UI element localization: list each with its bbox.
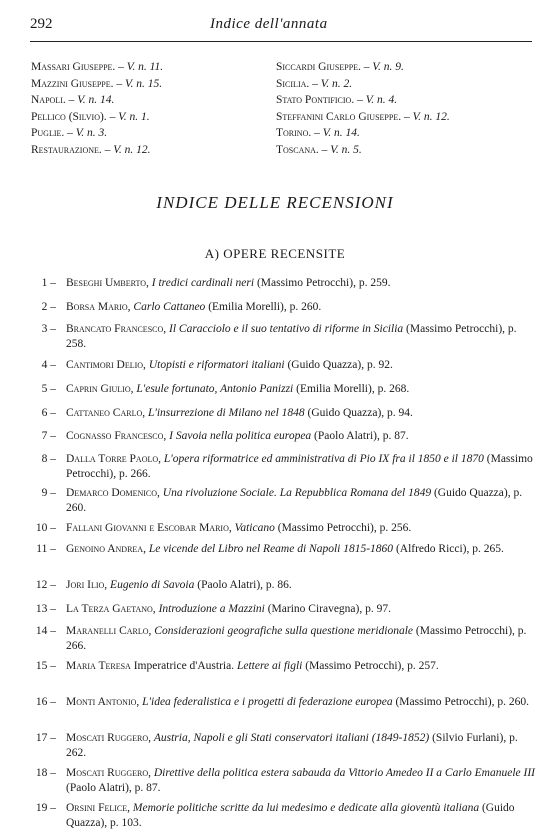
review-author: Maria Teresa — [66, 660, 131, 672]
page-header — [30, 16, 532, 38]
review-number: 7 – — [41, 430, 56, 442]
review-title: Austria, Napoli e gli Stati conservatori italiani (1849-1852) — [153, 732, 430, 744]
index-entry-ref: – V. n. 14. — [314, 127, 360, 139]
review-author: Brancato Francesco, — [66, 323, 167, 335]
index-entry-name: Puglie. — [31, 127, 65, 139]
index-column-right — [276, 59, 531, 158]
index-entry — [31, 125, 271, 142]
review-reference: (Paolo Alatri), p. 87. — [66, 782, 161, 794]
index-entry-ref: – V. n. 15. — [116, 77, 163, 90]
review-author: Beseghi Umberto, — [66, 277, 149, 289]
review-reference: (Paolo Alatri), p. 86. — [197, 579, 292, 591]
review-reference: (Silvio Furlani), p. 262. — [66, 732, 518, 759]
review-title: L'esule fortunato, Antonio Panizzi — [136, 383, 294, 395]
review-reference: (Paolo Alatri), p. 87. — [314, 430, 409, 442]
review-reference: (Emilia Morelli), p. 268. — [296, 383, 410, 395]
review-title: Una rivoluzione Sociale. La Repubblica Romana del 1849 — [162, 487, 432, 499]
review-title: I tredici cardinali neri — [151, 277, 255, 289]
index-entry — [31, 142, 271, 159]
review-title: L'idea federalistica e i progetti di federazione europea — [142, 696, 393, 708]
index-entry — [276, 125, 531, 142]
review-author: Jori Ilio, — [66, 579, 108, 591]
review-number: 2 – — [41, 301, 56, 313]
review-author: Moscati Ruggero, — [66, 732, 151, 744]
running-head: Indice dell'annata — [210, 16, 328, 32]
review-number: 15 – — [35, 660, 56, 672]
index-entry — [276, 59, 531, 76]
index-entry-name: Torino. — [276, 127, 312, 139]
review-number: 1 – — [41, 277, 56, 289]
review-author: Monti Antonio, — [66, 696, 140, 708]
review-title: Il Caracciolo e il suo tentativo di riforme in Sicilia — [169, 323, 404, 335]
review-number: 14 – — [35, 625, 56, 637]
review-number: 5 – — [41, 383, 56, 395]
review-title: Memorie politiche scritte da lui medesimo e dedicate alla gioventù italiana — [132, 802, 480, 814]
review-title: L'opera riformatrice ed amministrativa di Pio IX fra il 1850 e il 1870 — [163, 453, 484, 465]
review-reference: (Guido Quazza), p. 260. — [66, 487, 523, 514]
review-author: Dalla Torre Paolo, — [66, 453, 162, 465]
review-reference: (Massimo Petrocchi), p. 258. — [66, 323, 517, 350]
review-title: Carlo Cattaneo — [133, 301, 206, 313]
review-number: 16 – — [35, 696, 56, 708]
review-number: 8 – — [41, 453, 56, 465]
review-reference: (Massimo Petrocchi), p. 257. — [305, 660, 439, 672]
review-number: 13 – — [35, 603, 56, 615]
section-title: INDICE DELLE RECENSIONI — [156, 193, 394, 212]
header-rule — [30, 41, 532, 42]
index-entry-name: Stato Pontificio. — [276, 94, 355, 106]
index-entry — [31, 92, 271, 109]
review-reference: (Massimo Petrocchi), p. 266. — [66, 453, 533, 480]
index-entry-name: Toscana. — [276, 143, 319, 156]
review-title-prefix: Imperatrice d'Austria. — [133, 660, 235, 672]
review-number: 19 – — [35, 802, 56, 814]
index-entry-ref: – V. n. 5. — [321, 143, 362, 156]
index-entry — [31, 59, 271, 76]
index-entry — [31, 109, 271, 126]
review-number: 12 – — [35, 579, 56, 591]
index-entry-ref: – V. n. 12. — [104, 143, 151, 156]
index-entry — [31, 76, 271, 93]
review-number: 6 – — [41, 407, 56, 419]
review-reference: (Massimo Petrocchi), p. 266. — [66, 625, 527, 652]
review-title: L'insurrezione di Milano nel 1848 — [148, 407, 305, 419]
review-number: 10 – — [35, 522, 56, 534]
index-entry-ref: – V. n. 11. — [118, 61, 164, 73]
index-entry-name: Sicilia. — [276, 77, 310, 90]
index-entry-ref: – V. n. 3. — [67, 127, 108, 139]
review-title: I Savoia nella politica europea — [169, 430, 312, 442]
review-reference: (Massimo Petrocchi), p. 259. — [256, 277, 391, 289]
index-entry-name: Siccardi Giuseppe. — [276, 61, 361, 73]
index-entry-ref: – V. n. 12. — [403, 110, 450, 123]
review-title: Utopisti e riformatori italiani — [148, 359, 285, 371]
review-number: 3 – — [41, 323, 56, 335]
review-author: Cognasso Francesco, — [66, 430, 167, 442]
review-author: La Terza Gaetano, — [66, 603, 156, 615]
index-entry — [276, 109, 531, 126]
index-entry — [276, 92, 531, 109]
review-author: Orsini Felice, — [66, 802, 131, 814]
index-entry-name: Pellico (Silvio). — [31, 110, 107, 123]
review-author: Cattaneo Carlo, — [66, 407, 146, 419]
review-title: Considerazioni geografiche sulla questione meridionale — [154, 625, 414, 637]
index-entry-ref: – V. n. 14. — [68, 94, 115, 106]
review-title: Direttive della politica estera sabauda da Vittorio Amedeo II a Carlo Emanuele III — [153, 767, 535, 779]
review-title: Vaticano — [234, 522, 275, 534]
review-reference: (Marino Ciravegna), p. 97. — [267, 603, 391, 615]
review-author: Maranelli Carlo, — [66, 625, 152, 637]
review-author: Cantimori Delio, — [66, 359, 146, 371]
review-number: 11 – — [36, 543, 56, 555]
index-entry-name: Restaurazione. — [31, 143, 102, 156]
review-author: Fallani Giovanni e Escobar Mario, — [66, 522, 232, 534]
review-author: Moscati Ruggero, — [66, 767, 151, 779]
review-author: Demarco Domenico, — [66, 487, 160, 499]
index-entry-name: Napoli. — [31, 94, 66, 106]
index-column-left — [31, 59, 271, 158]
review-reference: (Massimo Petrocchi), p. 260. — [395, 696, 529, 708]
index-entry-ref: – V. n. 1. — [109, 110, 150, 123]
review-author: Caprin Giulio, — [66, 383, 134, 395]
index-entry-ref: – V. n. 4. — [357, 94, 398, 106]
review-number: 17 – — [35, 732, 56, 744]
review-number: 4 – — [41, 359, 56, 371]
review-title: Introduzione a Mazzini — [158, 603, 265, 615]
review-reference: (Massimo Petrocchi), p. 256. — [277, 522, 412, 534]
index-entry-name: Steffanini Carlo Giuseppe. — [276, 110, 402, 123]
review-author: Genoino Andrea, — [66, 543, 146, 555]
review-reference: (Emilia Morelli), p. 260. — [208, 301, 322, 313]
index-entry — [276, 142, 531, 159]
subsection-title: A) OPERE RECENSITE — [204, 246, 346, 261]
index-entry-name: Massari Giuseppe. — [31, 61, 116, 73]
index-entry — [276, 76, 531, 93]
index-entry-name: Mazzini Giuseppe. — [31, 77, 114, 90]
review-reference: (Guido Quazza), p. 94. — [307, 407, 413, 419]
review-author: Borsa Mario, — [66, 301, 131, 313]
index-entry-ref: – V. n. 2. — [312, 77, 353, 90]
review-title: Eugenio di Savoia — [110, 579, 195, 591]
review-title: Le vicende del Libro nel Reame di Napoli 1815-1860 — [148, 543, 394, 555]
review-reference: (Alfredo Ricci), p. 265. — [395, 543, 504, 555]
review-number: 9 – — [41, 487, 56, 499]
review-reference: (Guido Quazza), p. 103. — [66, 802, 515, 829]
page-number: 292 — [30, 16, 53, 32]
review-title: Lettere ai figli — [236, 660, 303, 672]
review-reference: (Guido Quazza), p. 92. — [287, 359, 393, 371]
index-entry-ref: – V. n. 9. — [363, 61, 404, 73]
review-number: 18 – — [35, 767, 56, 779]
